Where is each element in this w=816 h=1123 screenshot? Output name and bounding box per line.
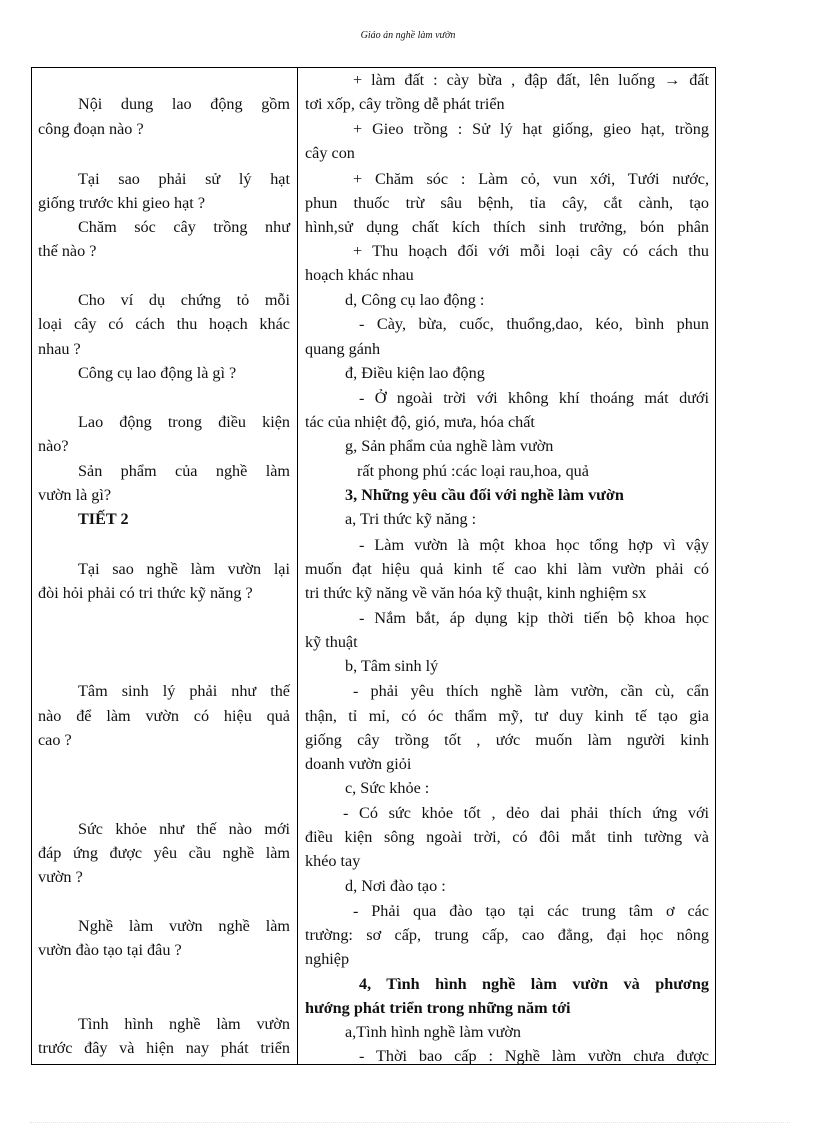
- content-line: - Cày, bừa, cuốc, thuổng,dao, kéo, bình phun: [359, 315, 709, 333]
- question-line: vườn ?: [38, 868, 83, 886]
- content-line: điều kiện sông ngoài trời, có đôi mắt tinh tường và: [305, 828, 709, 846]
- question-line: nhau ?: [38, 340, 81, 358]
- question-line: Chăm sóc cây trồng như: [78, 218, 290, 236]
- content-line: - Ở ngoài trời với không khí thoáng mát dưới: [359, 389, 709, 407]
- question-line: thế nào ?: [38, 242, 97, 260]
- question-line: giống trước khi gieo hạt ?: [38, 194, 206, 212]
- content-line: - Làm vườn là một khoa học tổng hợp vì vậy: [359, 536, 709, 554]
- content-line: muốn đạt hiệu quả kinh tế cao khi làm vườn phải có: [305, 560, 709, 578]
- question-line: Tại sao nghề làm vườn lại: [78, 560, 290, 578]
- lesson-table: [31, 67, 716, 1065]
- question-line: TIẾT 2: [78, 510, 129, 528]
- content-line: tơi xốp, cây trồng dễ phát triển: [305, 95, 505, 113]
- content-line: phun thuốc trừ sâu bệnh, tỉa cây, cắt cành, tạo: [305, 194, 709, 212]
- content-line: a, Tri thức kỹ năng :: [345, 510, 477, 528]
- content-line: b, Tâm sinh lý: [345, 657, 439, 675]
- content-line: c, Sức khỏe :: [345, 779, 430, 797]
- question-line: đòi hỏi phải có tri thức kỹ năng ?: [38, 584, 253, 602]
- content-line: + Thu hoạch đối với mỗi loại cây có cách thu: [353, 242, 709, 260]
- question-line: Lao động trong điều kiện: [78, 413, 290, 431]
- content-line: - phải yêu thích nghề làm vườn, cần cù, cẩn: [353, 682, 709, 700]
- question-line: Nghề làm vườn nghề làm: [78, 917, 290, 935]
- content-line: kỹ thuật: [305, 633, 358, 651]
- content-line: d, Công cụ lao động :: [345, 291, 485, 309]
- question-line: trước đây và hiện nay phát triển: [38, 1039, 290, 1057]
- content-line: tri thức kỹ năng về văn hóa kỹ thuật, kinh nghiệm sx: [305, 584, 647, 602]
- question-line: Sản phẩm của nghề làm: [78, 462, 290, 480]
- question-line: nào để làm vườn có hiệu quả: [38, 707, 290, 725]
- content-line: hướng phát triển trong những năm tới: [305, 999, 571, 1017]
- content-line: g, Sản phẩm của nghề làm vườn: [345, 437, 554, 455]
- content-line: doanh vườn giỏi: [305, 755, 412, 773]
- content-line: nghiệp: [305, 950, 350, 968]
- question-line: loại cây có cách thu hoạch khác: [38, 315, 290, 333]
- page-header-title: Giáo án nghề làm vườn: [360, 30, 456, 41]
- content-line: hình,sử dụng chất kích thích sinh trưởng, bón phân: [305, 218, 709, 236]
- content-line: - Thời bao cấp : Nghề làm vườn chưa được: [359, 1047, 709, 1065]
- content-line: + làm đất : cày bừa , đập đất, lên luống → đất: [353, 71, 709, 89]
- question-line: vườn đào tạo tại đâu ?: [38, 941, 182, 959]
- content-line: 3, Những yêu cầu đối với nghề làm vườn: [345, 486, 624, 504]
- question-line: Công cụ lao động là gì ?: [78, 364, 237, 382]
- question-line: Tình hình nghề làm vườn: [78, 1015, 290, 1033]
- content-line: - Có sức khỏe tốt , dẻo dai phải thích ứng với: [343, 804, 709, 822]
- question-line: nào?: [38, 437, 69, 455]
- content-line: hoạch khác nhau: [305, 266, 414, 284]
- question-line: Tại sao phải sử lý hạt: [78, 170, 290, 188]
- content-line: rất phong phú :các loại rau,hoa, quả: [357, 462, 589, 480]
- content-line: a,Tình hình nghề làm vườn: [345, 1023, 522, 1041]
- question-line: cao ?: [38, 731, 72, 749]
- question-line: Sức khỏe như thế nào mới: [78, 820, 290, 838]
- content-line: + Gieo trồng : Sử lý hạt giống, gieo hạt, trồng: [353, 120, 709, 138]
- content-line: d, Nơi đào tạo :: [345, 877, 446, 895]
- content-line: + Chăm sóc : Làm cỏ, vun xới, Tưới nước,: [353, 170, 709, 188]
- content-line: - Phải qua đào tạo tại các trung tâm ơ các: [353, 902, 709, 920]
- content-line: tác của nhiệt độ, gió, mưa, hóa chất: [305, 413, 535, 431]
- question-line: Cho ví dụ chứng tỏ mỗi: [78, 291, 290, 309]
- column-divider: [297, 68, 298, 1064]
- content-line: cây con: [305, 144, 355, 162]
- question-line: Tâm sinh lý phải như thế: [78, 682, 290, 700]
- question-line: công đoạn nào ?: [38, 120, 144, 138]
- content-line: khéo tay: [305, 852, 361, 870]
- content-line: đ, Điều kiện lao động: [345, 364, 485, 382]
- question-line: đáp ứng được yêu cầu nghề làm: [38, 844, 290, 862]
- question-line: vườn là gì?: [38, 486, 112, 504]
- content-line: 4, Tình hình nghề làm vườn và phương: [359, 975, 709, 993]
- content-line: - Nắm bắt, áp dụng kịp thời tiến bộ khoa học: [359, 609, 709, 627]
- content-line: thận, tỉ mỉ, có óc thẩm mỹ, tư duy kinh tế tạo gia: [305, 707, 709, 725]
- content-line: giống cây trồng tốt , ước muốn làm người kinh: [305, 731, 709, 749]
- question-line: Nội dung lao động gồm: [78, 95, 290, 113]
- content-line: trường: sơ cấp, trung cấp, cao đẳng, đại học nông: [305, 926, 709, 944]
- content-line: quang gánh: [305, 340, 381, 358]
